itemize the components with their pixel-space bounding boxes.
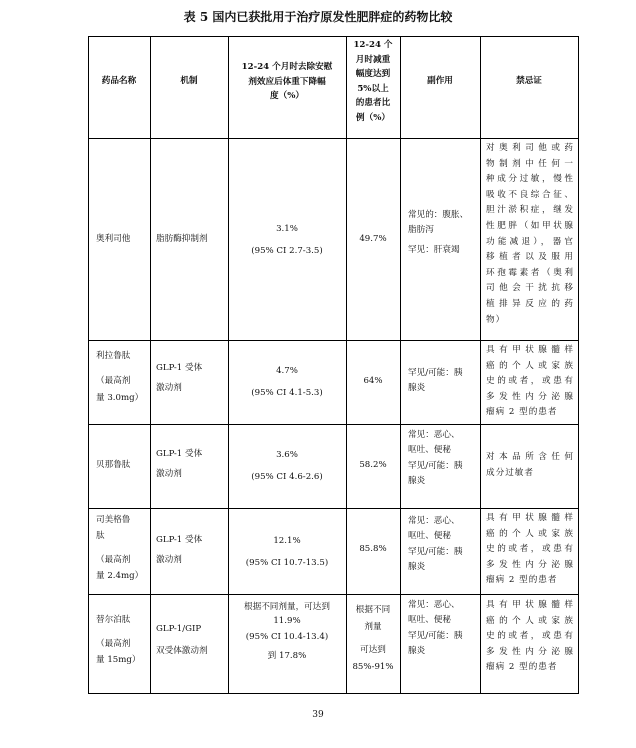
- row-divider-1: [88, 340, 578, 341]
- col-border-5: [480, 36, 481, 694]
- row3-mechanism: GLP-1 受体 激动剂: [156, 449, 203, 479]
- row4-mechanism: GLP-1 受体 激动剂: [156, 535, 203, 565]
- col-border-6: [578, 36, 579, 694]
- row-divider-3: [88, 508, 578, 509]
- table-title: 表 5 国内已获批用于治疗原发性肥胖症的药物比较: [183, 10, 453, 24]
- row3-responders: 58.2%: [359, 460, 387, 470]
- col-border-0: [88, 36, 89, 694]
- row5-adverse: 常见：恶心、 呕吐、便秘 罕见/可能：胰 腺炎: [408, 600, 463, 657]
- row5-weight-loss: 根据不同剂量，可达到 11.9% (95% CI 10.4-13.4) 到 17.8%: [244, 602, 330, 661]
- header-divider: [88, 138, 578, 139]
- table-top-rule: [88, 36, 578, 37]
- header-contra: 禁忌证: [516, 76, 542, 86]
- row5-mechanism: GLP-1/GIP 双受体激动剂: [156, 624, 208, 656]
- row3-contra: 对本品所含任何 成分过敏者: [486, 452, 574, 478]
- row1-contra: 对奥利司他或药 物制剂中任何一 种成分过敏，慢性 吸收不良综合征、 胆汁淤积症，继发 性肥胖（如甲状腺 功能减退），器官 移植者以及服用 环孢霉素者（奥利 司他会干扰抗移 植排异反应的药 物）: [486, 143, 574, 325]
- row1-mechanism: 脂肪酶抑制剂: [156, 234, 208, 244]
- row-divider-4: [88, 594, 578, 595]
- row1-responders: 49.7%: [359, 234, 387, 244]
- header-mechanism: 机制: [180, 76, 198, 86]
- page-number: 39: [312, 710, 324, 720]
- header-adverse: 副作用: [427, 76, 453, 86]
- row2-weight-loss: 4.7% (95% CI 4.1-5.3): [251, 366, 323, 398]
- table-bottom-rule: [88, 693, 578, 694]
- row2-mechanism: GLP-1 受体 激动剂: [156, 363, 203, 393]
- col-border-4: [400, 36, 401, 694]
- row1-weight-loss: 3.1% (95% CI 2.7-3.5): [251, 224, 323, 256]
- row4-responders: 85.8%: [359, 544, 387, 554]
- row2-contra: 具有甲状腺髓样 癌的个人或家族 史的或者，或患有 多发性内分泌腺 瘤病 2 型的患者: [486, 345, 574, 418]
- row4-drug: 司美格鲁 肽 （最高剂 量 2.4mg）: [96, 515, 144, 581]
- row3-weight-loss: 3.6% (95% CI 4.6-2.6): [251, 450, 323, 482]
- header-weight-loss: 12-24 个月时去除安慰 剂效应后体重下降幅 度（%）: [241, 62, 333, 101]
- row5-drug: 替尔泊肽 （最高剂 量 15mg）: [96, 615, 141, 665]
- row5-contra: 具有甲状腺髓样 癌的个人或家族 史的或者，或患有 多发性内分泌腺 瘤病 2 型的患者: [486, 600, 574, 673]
- row1-drug: 奥利司他: [96, 234, 131, 244]
- row4-contra: 具有甲状腺髓样 癌的个人或家族 史的或者，或患有 多发性内分泌腺 瘤病 2 型的患者: [486, 513, 574, 586]
- row3-adverse: 常见：恶心、 呕吐、便秘 罕见/可能：胰 腺炎: [408, 430, 463, 487]
- row4-weight-loss: 12.1% (95% CI 10.7-13.5): [245, 536, 329, 568]
- col-border-3: [346, 36, 347, 694]
- row2-adverse: 罕见/可能：胰 腺炎: [408, 368, 463, 393]
- row4-adverse: 常见：恶心、 呕吐、便秘 罕见/可能：胰 腺炎: [408, 516, 463, 573]
- row3-drug: 贝那鲁肽: [96, 460, 131, 470]
- row5-responders: 根据不同 剂量 可达到 85%-91%: [352, 605, 394, 672]
- header-responders: 12-24 个 月时减重 幅度达到 5%以上 的患者比 例（%）: [353, 40, 393, 123]
- row-divider-2: [88, 424, 578, 425]
- row1-adverse: 常见的：腹胀、 脂肪泻 罕见：肝衰竭: [408, 210, 469, 255]
- header-drug: 药品名称: [101, 76, 137, 86]
- row2-drug: 利拉鲁肽 （最高剂 量 3.0mg）: [96, 351, 144, 403]
- col-border-1: [150, 36, 151, 694]
- row2-responders: 64%: [363, 376, 383, 386]
